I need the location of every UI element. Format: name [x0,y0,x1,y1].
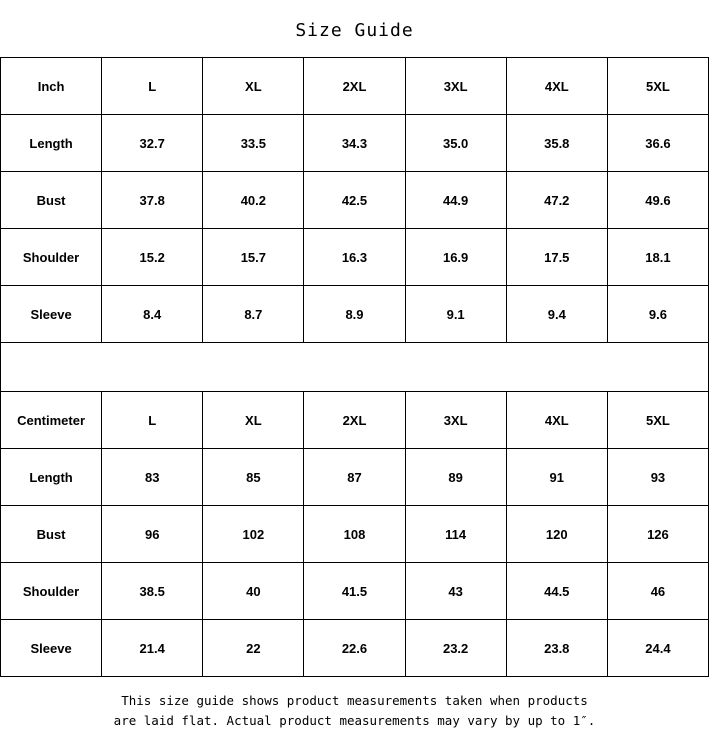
cell-value: 22.6 [304,620,405,677]
column-header-size: 3XL [405,58,506,115]
cell-value: 93 [607,449,708,506]
column-header-size: L [102,392,203,449]
cell-value: 9.1 [405,286,506,343]
column-header-size: 2XL [304,58,405,115]
cell-value: 18.1 [607,229,708,286]
table-row [1,229,709,286]
column-header-size: XL [203,392,304,449]
cell-value: 40 [203,563,304,620]
cell-value: 42.5 [304,172,405,229]
table-row [1,563,709,620]
cell-value: 34.3 [304,115,405,172]
cell-value: 40.2 [203,172,304,229]
footer-note-line-2: are laid flat. Actual product measurements may vary by up to 1″. [113,712,596,728]
cell-value: 16.3 [304,229,405,286]
cell-value: 23.2 [405,620,506,677]
cell-value: 41.5 [304,563,405,620]
cell-value: 9.4 [506,286,607,343]
table-row [1,620,709,677]
cell-value: 49.6 [607,172,708,229]
column-header-size: 4XL [506,392,607,449]
row-label: Bust [1,506,102,563]
cell-value: 126 [607,506,708,563]
size-table-inch [0,57,709,343]
cell-value: 35.0 [405,115,506,172]
footer-note-line-1: This size guide shows product measurements taken when products [121,693,588,709]
row-label: Shoulder [1,563,102,620]
table-header-row [1,392,709,449]
cell-value: 8.9 [304,286,405,343]
cell-value: 46 [607,563,708,620]
cell-value: 36.6 [607,115,708,172]
table-row [1,449,709,506]
cell-value: 17.5 [506,229,607,286]
cell-value: 8.4 [102,286,203,343]
cell-value: 96 [102,506,203,563]
cell-value: 37.8 [102,172,203,229]
cell-value: 16.9 [405,229,506,286]
column-header-size: 4XL [506,58,607,115]
cell-value: 38.5 [102,563,203,620]
table-row [1,286,709,343]
cell-value: 15.2 [102,229,203,286]
column-header-size: 2XL [304,392,405,449]
unit-label-centimeter: Centimeter [1,392,102,449]
row-label: Sleeve [1,620,102,677]
row-label: Shoulder [1,229,102,286]
cell-value: 120 [506,506,607,563]
cell-value: 89 [405,449,506,506]
row-label: Bust [1,172,102,229]
cell-value: 44.9 [405,172,506,229]
page-title: Size Guide [295,20,414,41]
cell-value: 33.5 [203,115,304,172]
table-row [1,115,709,172]
cell-value: 24.4 [607,620,708,677]
cell-value: 44.5 [506,563,607,620]
cell-value: 87 [304,449,405,506]
row-label: Length [1,115,102,172]
column-header-size: 3XL [405,392,506,449]
cell-value: 23.8 [506,620,607,677]
column-header-size: L [102,58,203,115]
unit-label-inch: Inch [1,58,102,115]
column-header-size: 5XL [607,58,708,115]
column-header-size: XL [203,58,304,115]
table-row [1,172,709,229]
row-label: Sleeve [1,286,102,343]
footer-note [0,677,709,730]
table-header-row [1,58,709,115]
cell-value: 43 [405,563,506,620]
cell-value: 91 [506,449,607,506]
cell-value: 8.7 [203,286,304,343]
cell-value: 102 [203,506,304,563]
cell-value: 108 [304,506,405,563]
table-row [1,506,709,563]
cell-value: 83 [102,449,203,506]
cell-value: 21.4 [102,620,203,677]
cell-value: 9.6 [607,286,708,343]
column-header-size: 5XL [607,392,708,449]
cell-value: 35.8 [506,115,607,172]
size-table-centimeter [0,391,709,677]
cell-value: 15.7 [203,229,304,286]
cell-value: 85 [203,449,304,506]
cell-value: 47.2 [506,172,607,229]
table-gap-divider [0,343,709,391]
cell-value: 22 [203,620,304,677]
cell-value: 32.7 [102,115,203,172]
row-label: Length [1,449,102,506]
cell-value: 114 [405,506,506,563]
